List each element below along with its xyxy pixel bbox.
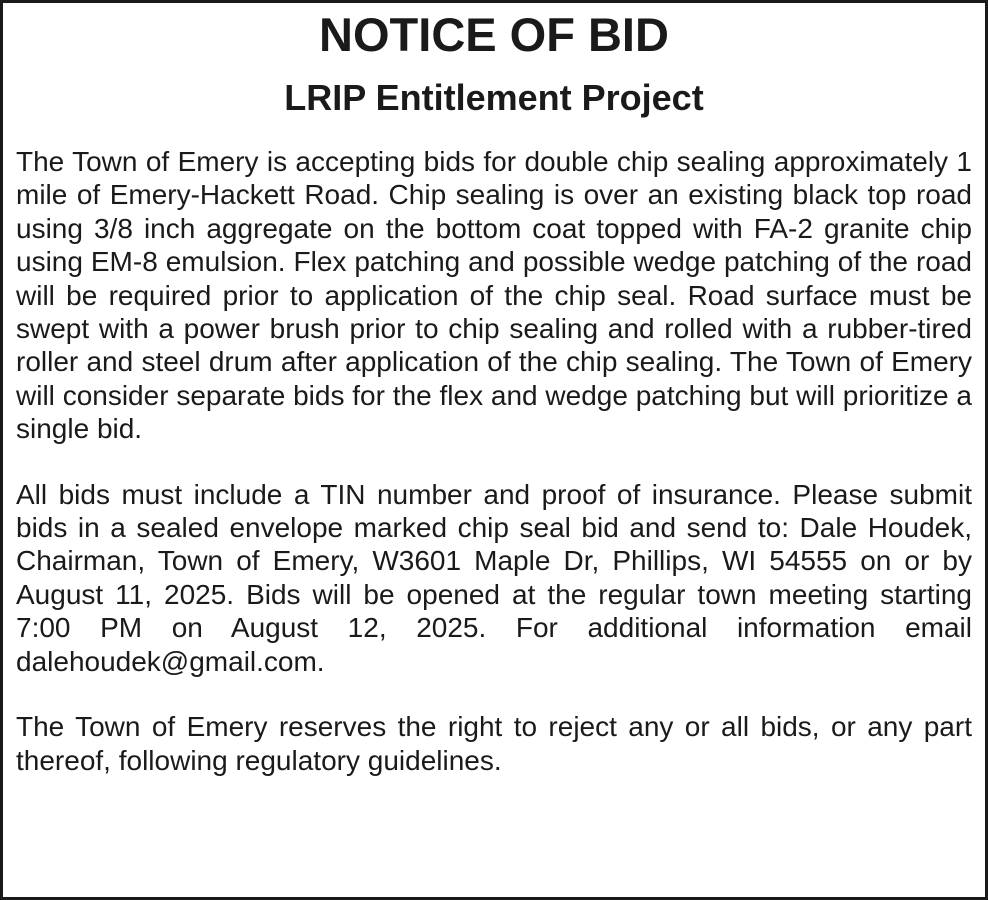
notice-title: NOTICE OF BID xyxy=(319,8,669,61)
paragraph-submission-instructions: All bids must include a TIN number and proof of insurance. Please submit bids in a sealed envelope marked chip seal bid and send to: Dale Houdek, Chairman, Town of Emery, W3601 Maple Dr, Phillips, WI 54555 on or by August 11, 2025. Bids will be opened at the regular town meeting starting 7:00 PM on August 12, 2025. For additional information email dalehoudek@gmail.com. xyxy=(16,478,972,677)
paragraph-rights-reserved: The Town of Emery reserves the right to reject any or all bids, or any part thereof, following regulatory guidelines. xyxy=(16,711,972,776)
paragraph-project-description: The Town of Emery is accepting bids for double chip sealing approximately 1 mile of Emery-Hackett Road. Chip sealing is over an existing black top road using 3/8 inch aggregate on the bottom coat topped with FA-2 granite chip using EM-8 emulsion. Flex patching and possible wedge patching of the road will be required prior to application of the chip seal. Road surface must be swept with a power brush prior to chip sealing and rolled with a rubber-tired roller and steel drum after application of the chip sealing. The Town of Emery will consider separate bids for the flex and wedge patching but will prioritize a single bid. xyxy=(16,146,972,445)
notice-body xyxy=(16,145,972,777)
notice-subtitle: LRIP Entitlement Project xyxy=(284,77,704,118)
